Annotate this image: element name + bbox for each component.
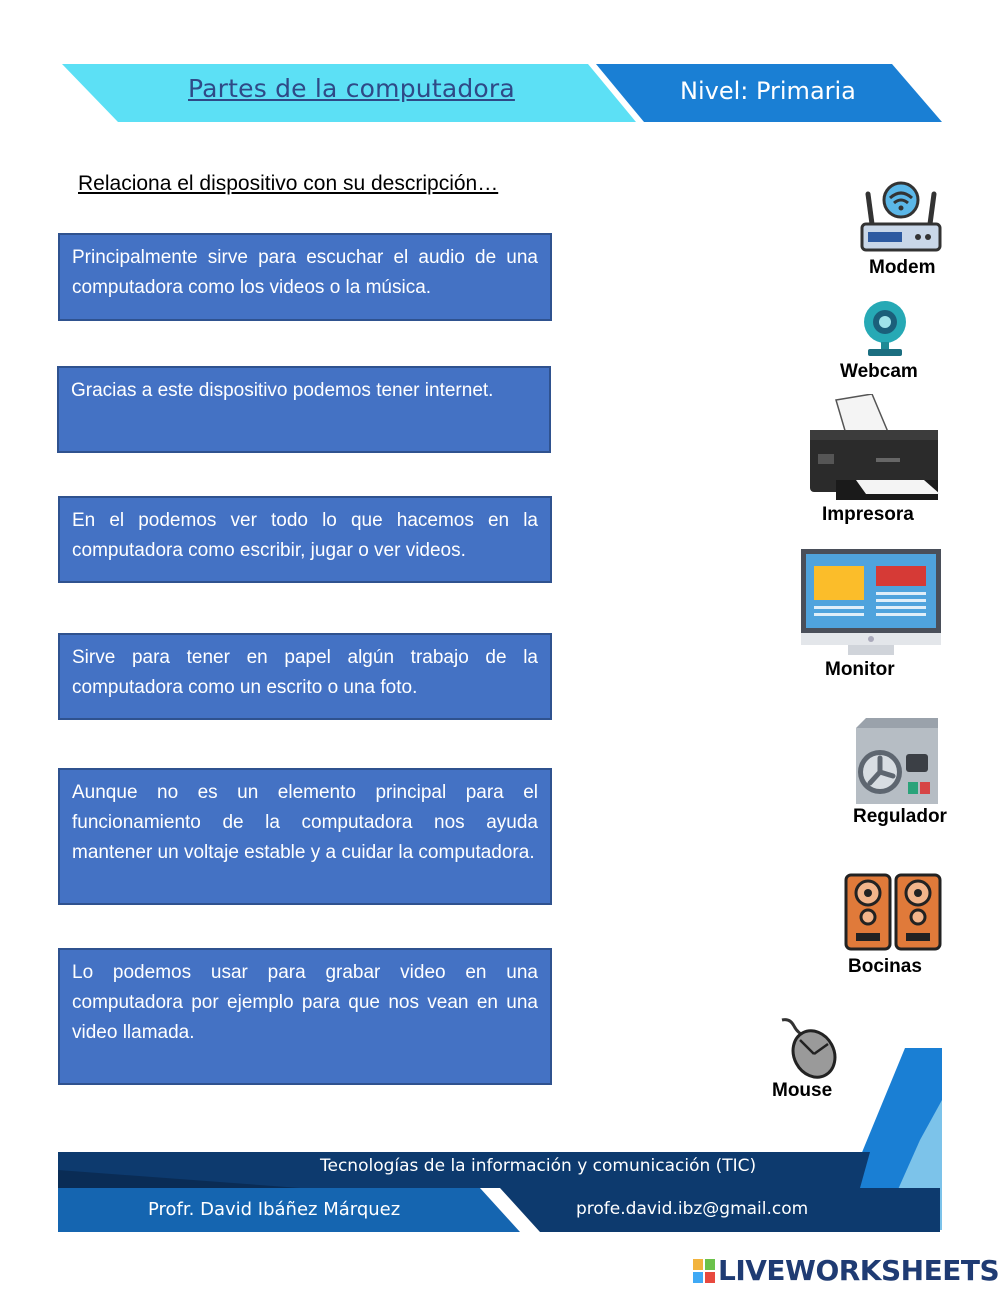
page-title: Partes de la computadora [188, 74, 515, 103]
device-label-webcam[interactable]: Webcam [840, 361, 918, 382]
power-supply-icon[interactable] [850, 718, 940, 806]
printer-icon[interactable] [806, 394, 942, 506]
device-label-modem[interactable]: Modem [869, 257, 936, 278]
footer-email: profe.david.ibz@gmail.com [576, 1199, 809, 1219]
device-label-mouse[interactable]: Mouse [772, 1080, 833, 1101]
mouse-icon[interactable] [776, 1016, 842, 1080]
device-label-impresora[interactable]: Impresora [822, 504, 914, 525]
liveworksheets-logo-icon [693, 1259, 715, 1283]
footer-teacher: Profr. David Ibáñez Márquez [148, 1199, 401, 1220]
level-label: Nivel: Primaria [680, 77, 856, 105]
instruction-text: Relaciona el dispositivo con su descripción… [78, 172, 499, 195]
speakers-icon[interactable] [844, 873, 942, 951]
footer-subject: Tecnologías de la información y comunicación (TIC) [320, 1156, 757, 1176]
device-label-regulador[interactable]: Regulador [853, 806, 947, 827]
header-banner [0, 0, 1000, 140]
description-card-5[interactable]: Aunque no es un elemento principal para el funcionamiento de la computadora nos ayuda mantener un voltaje estable y a cuidar la computadora. [58, 768, 552, 905]
description-card-1[interactable]: Principalmente sirve para escuchar el audio de una computadora como los videos o la música. [58, 233, 552, 321]
description-card-6[interactable]: Lo podemos usar para grabar video en una computadora por ejemplo para que nos vean en una video llamada. [58, 948, 552, 1085]
description-card-2[interactable]: Gracias a este dispositivo podemos tener internet. [57, 366, 551, 453]
router-icon[interactable] [858, 180, 944, 258]
monitor-icon[interactable] [800, 548, 942, 660]
description-card-4[interactable]: Sirve para tener en papel algún trabajo de la computadora como un escrito o una foto. [58, 633, 552, 720]
device-label-monitor[interactable]: Monitor [825, 659, 895, 680]
device-label-bocinas[interactable]: Bocinas [848, 956, 922, 977]
brand-wordmark[interactable]: LIVEWORKSHEETS [718, 1254, 1000, 1287]
description-card-3[interactable]: En el podemos ver todo lo que hacemos en la computadora como escribir, jugar o ver videos. [58, 496, 552, 583]
webcam-icon[interactable] [862, 297, 908, 359]
